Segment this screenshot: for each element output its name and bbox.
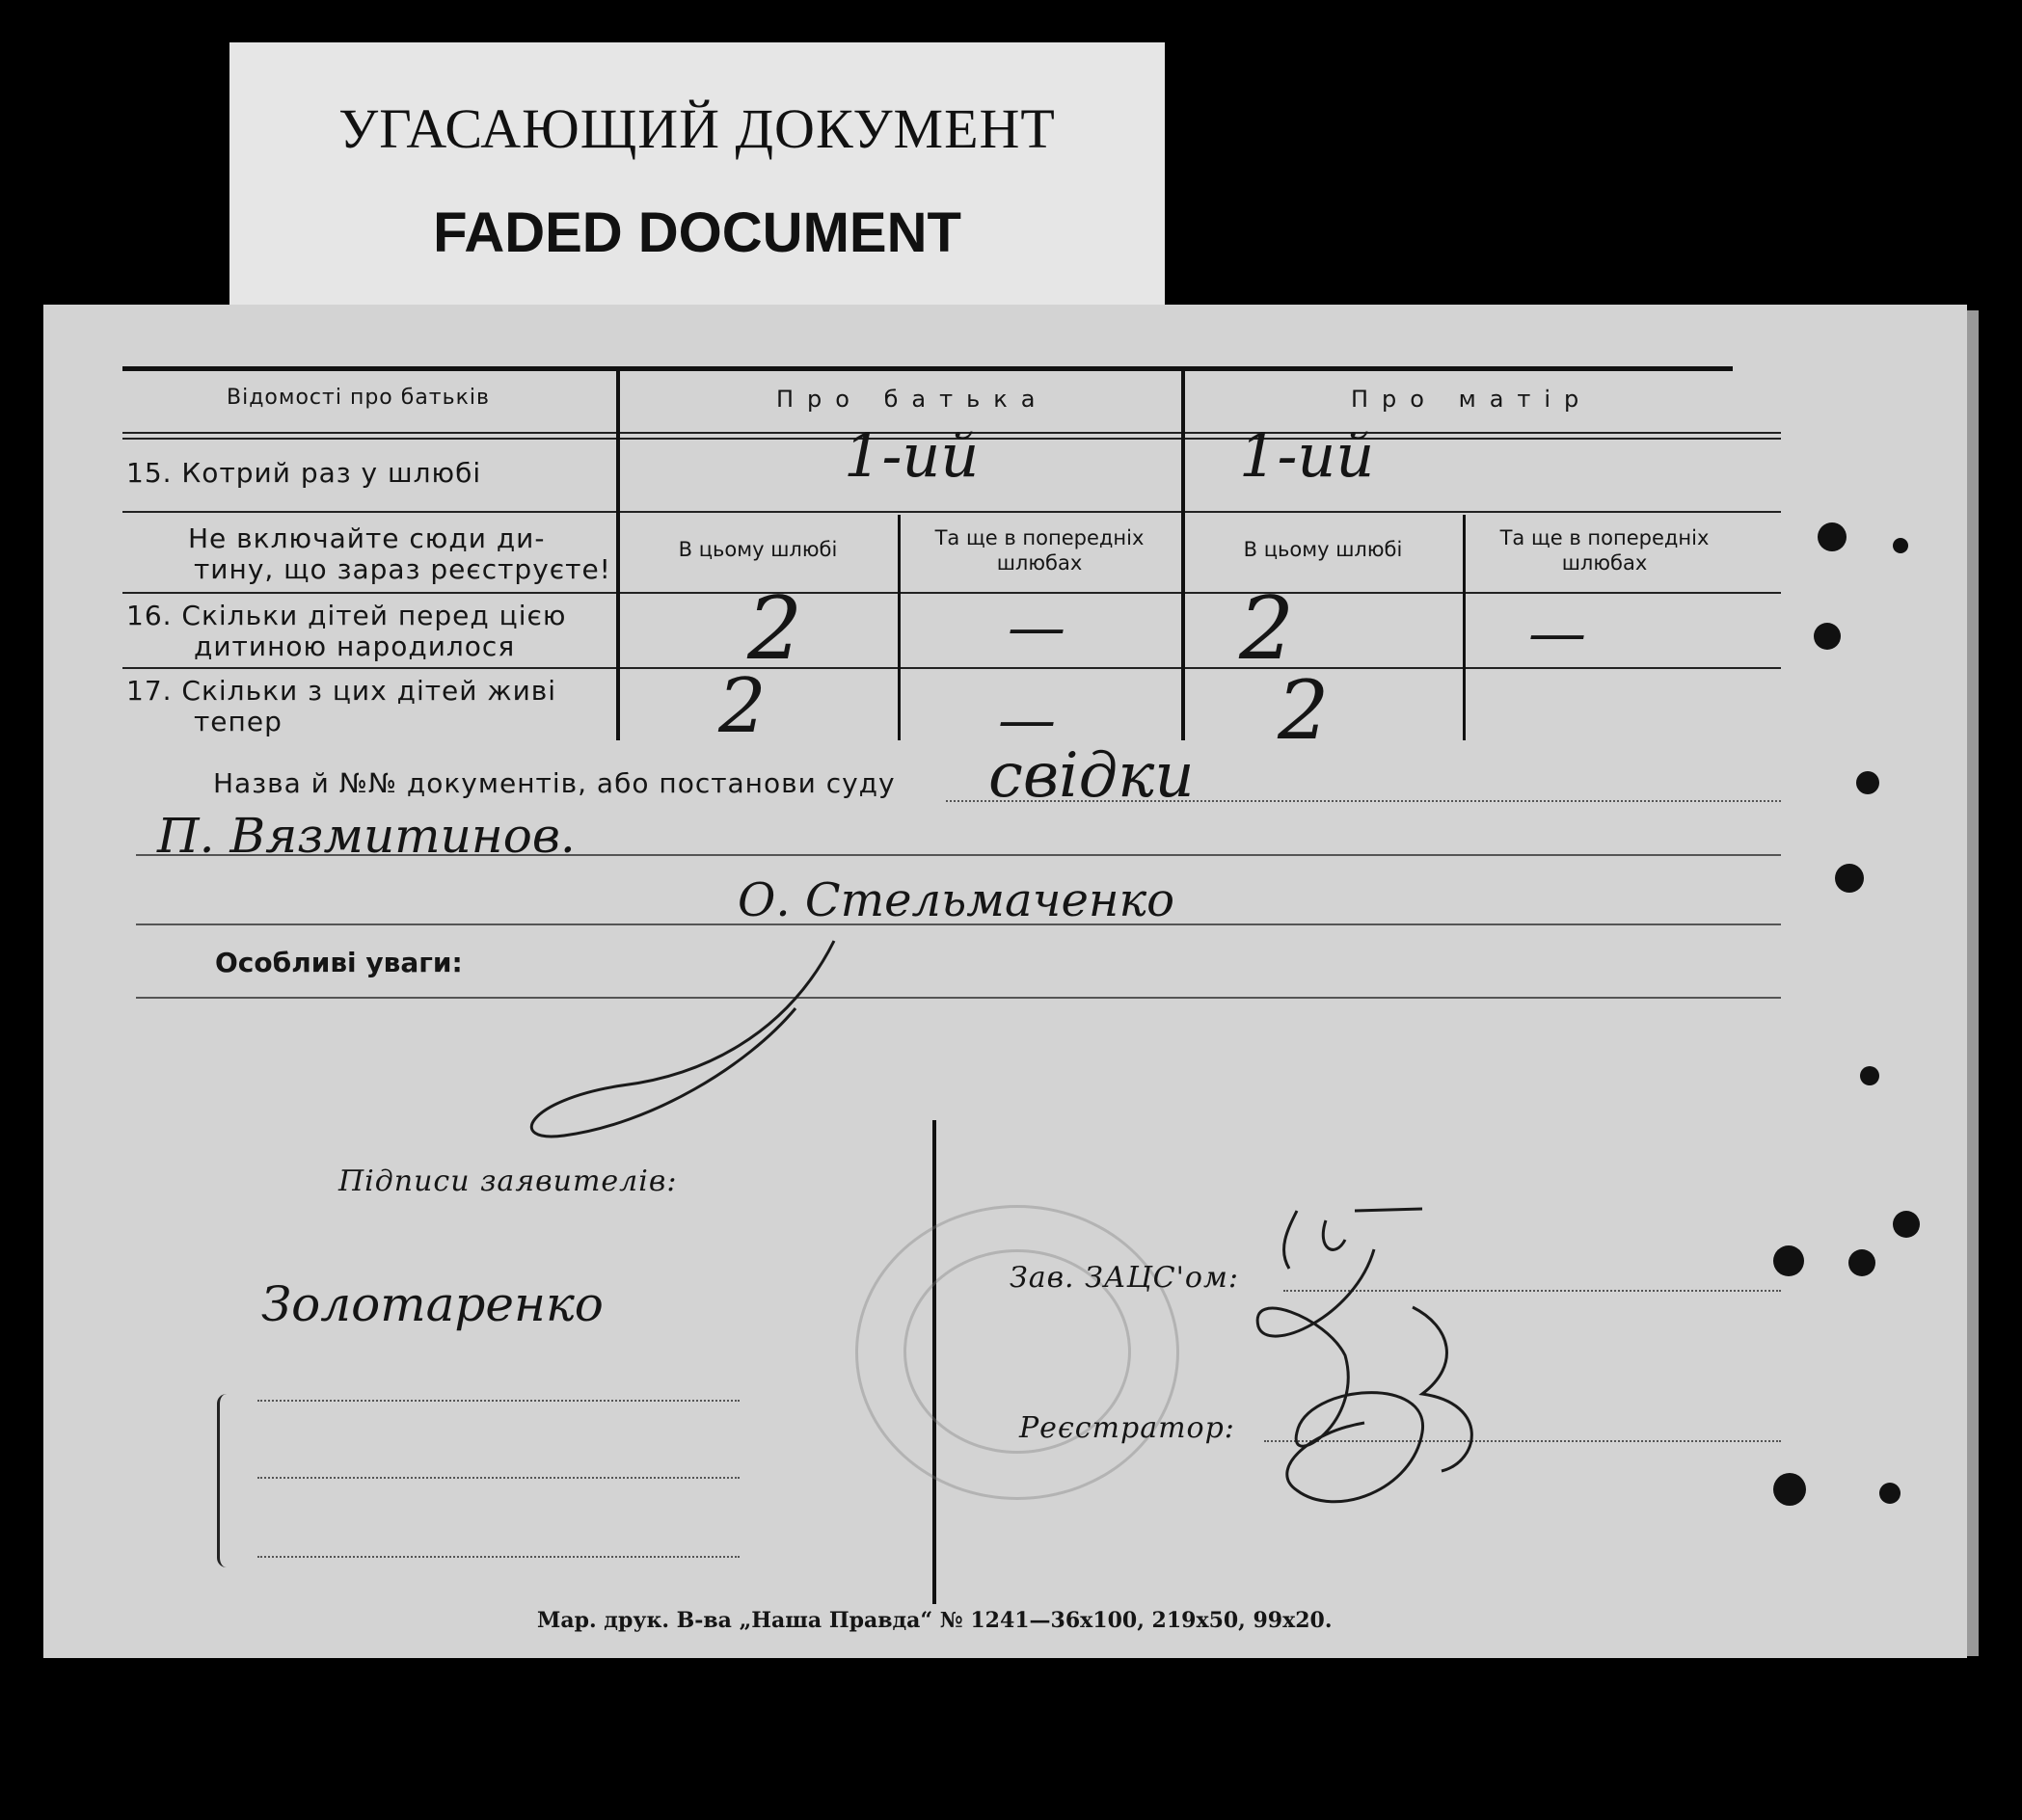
punch-hole	[1848, 1249, 1875, 1276]
punch-hole	[1818, 522, 1847, 551]
r15-father-value: 1-ий	[844, 420, 980, 491]
remarks-flourish-strike	[506, 922, 873, 1153]
col-divider-mother	[1181, 368, 1185, 740]
label-english: FADED DOCUMENT	[433, 201, 961, 264]
note-line1: Не включайте сюди ди-	[188, 522, 546, 554]
remarks-line	[136, 997, 1781, 999]
r16-father-this: 2	[747, 578, 803, 680]
punch-hole	[1860, 1066, 1879, 1085]
documents-witness-2: О. Стельмаченко	[738, 873, 1175, 927]
table-top-rule	[122, 366, 1733, 371]
applicant-signature-1: Золотаренко	[261, 1276, 604, 1332]
r17-mother-this: 2	[1278, 663, 1330, 758]
remarks-label: Особливі уваги:	[215, 947, 463, 978]
r17-father-prev: —	[998, 686, 1056, 754]
sub-father-prev-1: Та ще в попередніх	[934, 526, 1145, 549]
applicant-line-4	[257, 1556, 740, 1558]
note-line2: тину, що зараз реєструєте!	[194, 553, 611, 585]
row16-line2: дитиною народилося	[194, 630, 516, 662]
r16-father-prev: —	[1008, 594, 1065, 661]
row15-label: 15. Котрий раз у шлюбі	[126, 457, 482, 489]
sub-father-this: В цьому шлюбі	[678, 538, 838, 561]
applicant-line-2	[257, 1400, 740, 1402]
header-info: Відомості про батьків	[227, 386, 490, 410]
punch-hole	[1856, 771, 1879, 794]
punch-hole	[1893, 1211, 1920, 1238]
applicants-brace	[217, 1394, 235, 1567]
col-divider-father	[616, 368, 620, 740]
faded-document-label	[229, 42, 1165, 305]
row17-line2: тепер	[194, 706, 283, 737]
label-russian: УГАСАЮЩИЙ ДОКУМЕНТ	[338, 97, 1056, 160]
r15-mother-value: 1-ий	[1239, 420, 1375, 491]
punch-hole	[1773, 1245, 1804, 1276]
registrar-label: Реєстратор:	[1019, 1411, 1235, 1445]
applicant-line-3	[257, 1477, 740, 1479]
documents-witness-1: П. Вязмитинов.	[157, 808, 576, 864]
sub-mother-this: В цьому шлюбі	[1243, 538, 1403, 561]
r16-mother-prev: —	[1528, 600, 1586, 667]
applicants-label: Підписи заявителів:	[338, 1164, 678, 1198]
header-mother: Про матір	[1351, 386, 1593, 413]
row15-rule	[122, 511, 1781, 513]
head-zags-label: Зав. ЗАЦС'ом:	[1010, 1261, 1239, 1295]
col-divider-father-sub	[898, 515, 901, 740]
documents-value: свідки	[988, 740, 1195, 812]
punch-hole	[1893, 538, 1908, 553]
printer-imprint: Мар. друк. В-ва „Наша Правда“ № 1241—36х100, 219х50, 99х20.	[537, 1608, 1333, 1633]
punch-hole	[1773, 1473, 1806, 1506]
header-father: Про батька	[776, 386, 1049, 413]
punch-hole	[1814, 623, 1841, 650]
punch-hole	[1835, 864, 1864, 893]
r17-father-this: 2	[718, 663, 767, 750]
sub-mother-prev-2: шлюбах	[1561, 551, 1648, 575]
punch-hole	[1879, 1483, 1901, 1504]
sub-mother-prev-1: Та ще в попередніх	[1499, 526, 1710, 549]
r16-mother-this: 2	[1239, 578, 1295, 680]
col-divider-mother-sub	[1463, 515, 1466, 740]
note-rule	[122, 592, 1781, 594]
sub-father-prev-2: шлюбах	[996, 551, 1083, 575]
row16-rule	[122, 667, 1781, 669]
row16-line1: 16. Скільки дітей перед цією	[126, 600, 567, 631]
registrar-signature	[1239, 1182, 1586, 1519]
documents-label: Назва й №№ документів, або постанови суду	[213, 767, 896, 799]
form-sheet	[43, 305, 1967, 1658]
row17-line1: 17. Скільки з цих дітей живі	[126, 675, 557, 707]
